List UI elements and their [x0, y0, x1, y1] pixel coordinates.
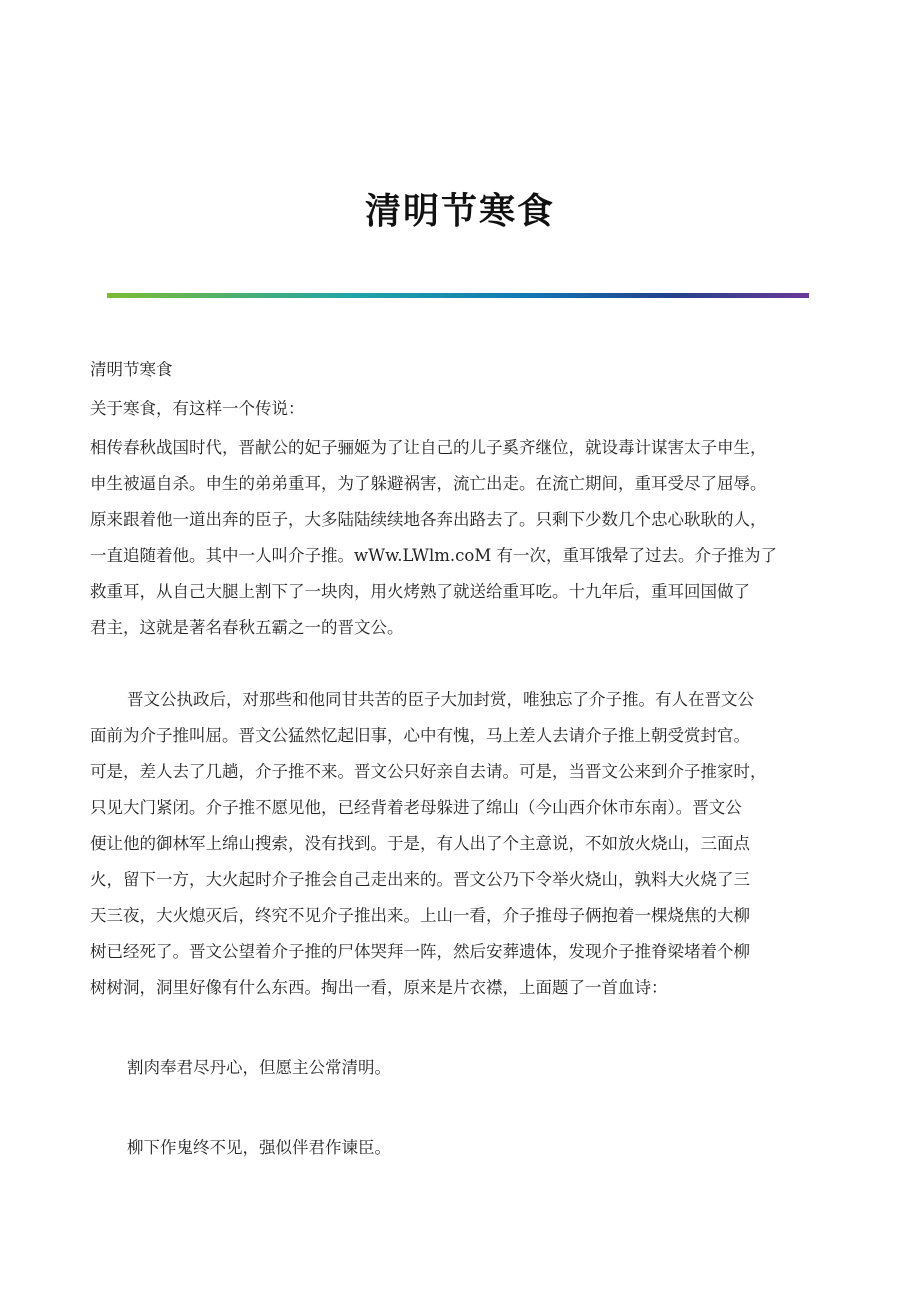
paragraph-line: 申生被逼自杀。申生的弟弟重耳，为了躲避祸害，流亡出走。在流亡期间，重耳受尽了屈辱。 [90, 474, 767, 493]
title-divider [107, 293, 809, 298]
paragraph-line: 只见大门紧闭。介子推不愿见他，已经背着老母躲进了绵山（今山西介休市东南）。晋文公 [90, 798, 742, 817]
paragraph-line: 天三夜，大火熄灭后，终究不见介子推出来。上山一看，介子推母子俩抱着一棵烧焦的大柳 [90, 906, 750, 925]
paragraph-line: 可是，差人去了几趟，介子推不来。晋文公只好亲自去请。可是，当晋文公来到介子推家时， [90, 762, 767, 781]
poem-line-2: 柳下作鬼终不见，强似伴君作谏臣。 [127, 1138, 391, 1157]
paragraph-2 [90, 682, 832, 1006]
paragraph-line: 晋文公执政后，对那些和他同甘共苦的臣子大加封赏，唯独忘了介子推。有人在晋文公 [127, 690, 754, 709]
paragraph-line: 火，留下一方，大火起时介子推会自己走出来的。晋文公乃下令举火烧山，孰料大火烧了三 [90, 870, 750, 889]
intro-line: 关于寒食，有这样一个传说： [90, 399, 305, 418]
paragraph-line: 一直追随着他。其中一人叫介子推。wWw.LWlm.coM 有一次，重耳饿晕了过去。介子推为了 [90, 546, 777, 565]
document-title: 清明节寒食 [364, 190, 555, 232]
document-body [90, 352, 832, 1166]
paragraph-line: 君主，这就是著名春秋五霸之一的晋文公。 [90, 618, 404, 637]
subtitle: 清明节寒食 [90, 360, 173, 379]
paragraph-line: 面前为介子推叫屈。晋文公猛然忆起旧事，心中有愧，马上差人去请介子推上朝受赏封官。 [90, 726, 750, 745]
paragraph-line: 原来跟着他一道出奔的臣子，大多陆陆续续地各奔出路去了。只剩下少数几个忠心耿耿的人， [90, 510, 767, 529]
paragraph-line: 树已经死了。晋文公望着介子推的尸体哭拜一阵，然后安葬遗体，发现介子推脊梁堵着个柳 [90, 942, 750, 961]
paragraph-line: 便让他的御林军上绵山搜索，没有找到。于是，有人出了个主意说，不如放火烧山，三面点 [90, 834, 750, 853]
paragraph-line: 树树洞，洞里好像有什么东西。掏出一看，原来是片衣襟，上面题了一首血诗： [90, 978, 668, 997]
paragraph-line: 相传春秋战国时代，晋献公的妃子骊姬为了让自己的儿子奚齐继位，就设毒计谋害太子申生， [90, 438, 767, 457]
poem-line-1: 割肉奉君尽丹心，但愿主公常清明。 [127, 1058, 391, 1077]
paragraph-line: 救重耳，从自己大腿上割下了一块肉，用火烤熟了就送给重耳吃。十九年后，重耳回国做了 [90, 582, 750, 601]
paragraph-1 [90, 430, 832, 646]
